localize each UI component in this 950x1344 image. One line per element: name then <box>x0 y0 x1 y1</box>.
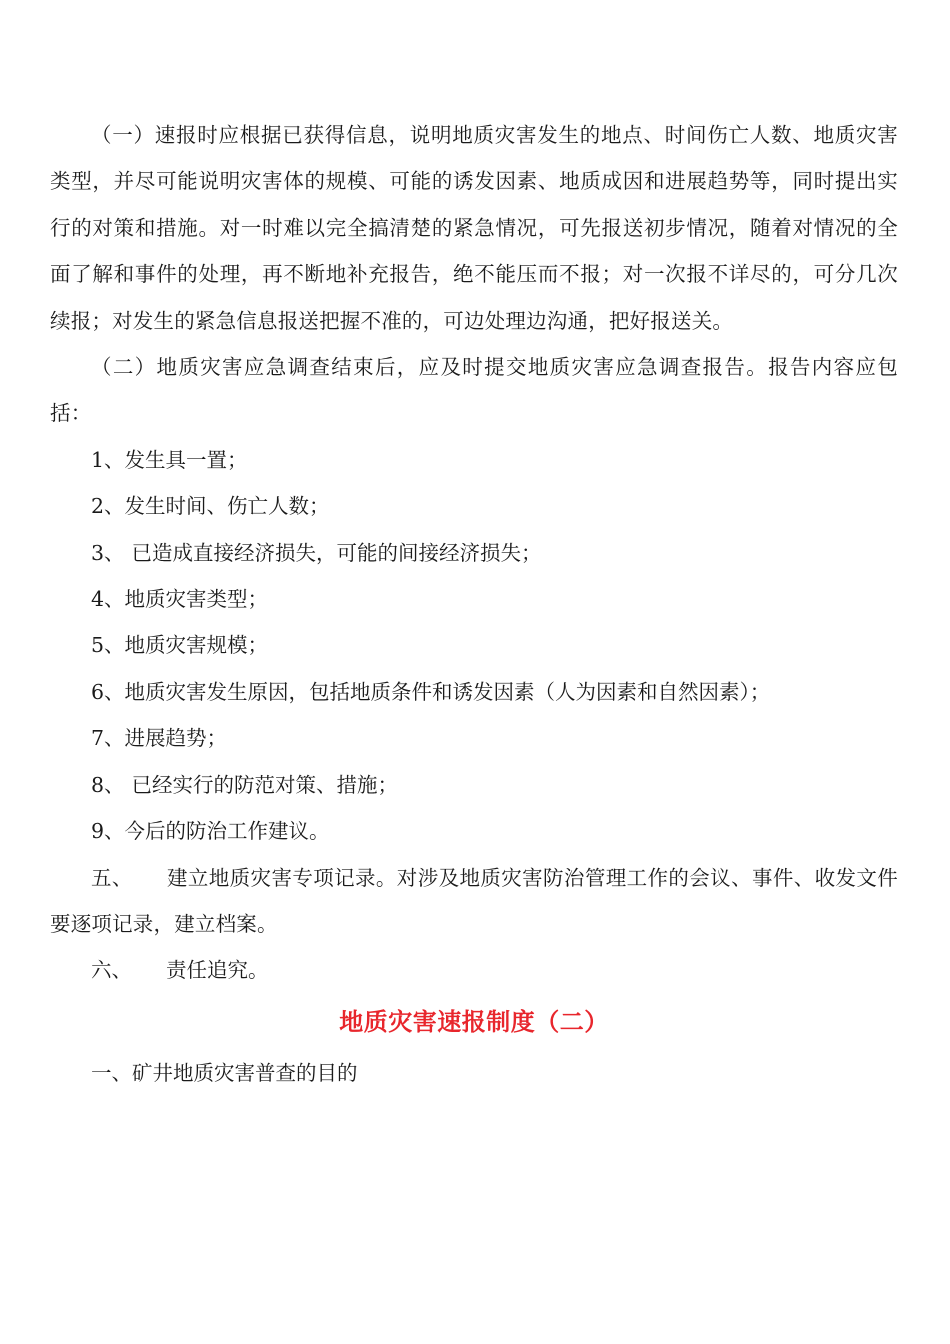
section-text: 责任追究。 <box>166 958 269 983</box>
list-item-text: 已经实行的防范对策、措施； <box>131 772 399 797</box>
section-number: 五、 <box>91 865 133 890</box>
list-item <box>50 483 898 529</box>
list-item-text: 地质灾害类型； <box>124 587 269 612</box>
section-text: 建立地质灾害专项记录。对涉及地质灾害防治管理工作的会议、事件、收发文件要逐项记录，建立档案。 <box>50 865 899 936</box>
list-item-number: 5、 <box>91 633 125 658</box>
section-six-accountability <box>50 947 898 993</box>
list-item <box>50 669 898 715</box>
list-item-text: 进展趋势； <box>124 726 228 751</box>
list-item <box>50 576 898 622</box>
list-item <box>50 762 898 808</box>
list-item-number: 1、 <box>91 447 125 472</box>
section-number: 六、 <box>91 958 132 983</box>
list-item-text: 发生具一置； <box>124 447 248 472</box>
document-heading: 地质灾害速报制度（二） <box>339 1006 609 1036</box>
section-five-records <box>50 855 898 948</box>
list-item-number: 2、 <box>91 494 125 519</box>
list-item-text: 发生时间、伤亡人数； <box>124 494 330 519</box>
list-item-number: 8、 <box>91 772 125 797</box>
list-item <box>50 530 898 576</box>
list-item-text: 已造成直接经济损失，可能的间接经济损失； <box>131 540 542 565</box>
list-item <box>50 622 898 668</box>
paragraph-report-content: （一）速报时应根据已获得信息，说明地质灾害发生的地点、时间伤亡人数、地质灾害类型，并尽可能说明灾害体的规模、可能的诱发因素、地质成因和进展趋势等，同时提出实行的对策和措施。对一时难以完全搞清楚的紧急情况，可先报送初步情况，随着对情况的全面了解和事件的处理，再不断地补充报告，绝不能压而不报；对一次报不详尽的，可分几次续报；对发生的紧急信息报送把握不准的，可边处理边沟通，把好报送关。 <box>50 123 898 333</box>
list-item-number: 3、 <box>91 540 125 565</box>
document-page <box>50 112 898 1096</box>
list-item <box>50 437 898 483</box>
list-item-number: 6、 <box>91 679 125 704</box>
list-item <box>50 808 898 854</box>
list-item-text: 今后的防治工作建议。 <box>124 819 330 844</box>
list-item-number: 4、 <box>91 587 125 612</box>
section-one-heading: 一、矿井地质灾害普查的目的 <box>91 1060 358 1085</box>
list-item <box>50 715 898 761</box>
paragraph-investigation-report: （二）地质灾害应急调查结束后，应及时提交地质灾害应急调查报告。报告内容应包括： <box>50 355 898 426</box>
list-item-text: 地质灾害发生原因，包括地质条件和诱发因素（人为因素和自然因素）； <box>124 679 771 704</box>
list-item-text: 地质灾害规模； <box>124 633 269 658</box>
list-item-number: 9、 <box>91 819 125 844</box>
list-item-number: 7、 <box>91 726 125 751</box>
